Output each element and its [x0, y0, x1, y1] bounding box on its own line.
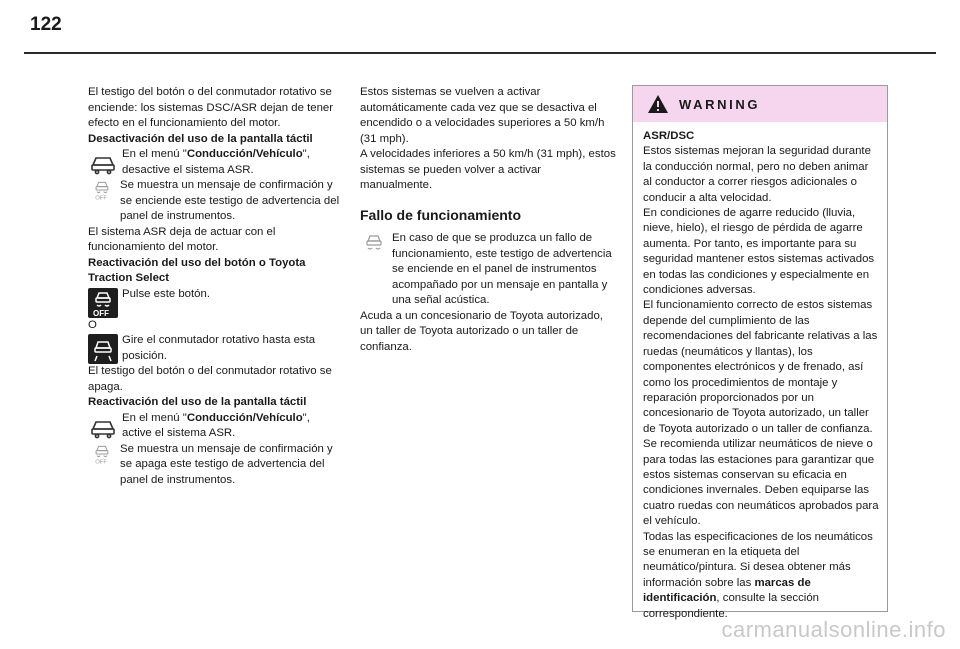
traction-off-button-icon — [88, 288, 118, 318]
paragraph: Acuda a un concesionario de Toyota autorizado, un taller de Toyota autorizado o un taller de confianza. — [360, 309, 603, 353]
paragraph: Todas las especificaciones de los neumáticos se enumeran en la etiqueta del neumático/pintura. Si desea obtener más información sobre las marcas de identificación, consulte la sección correspondiente. — [643, 530, 873, 620]
paragraph: El testigo del botón o del conmutador rotativo se enciende: los sistemas DSC/ASR dejan de tener efecto en el funcionamiento del motor. — [88, 86, 334, 129]
paragraph: En condiciones de agarre reducido (lluvia, nieve, hielo), el riesgo de pérdida de agarre aumenta. Por tanto, es importante para su seguridad mantener estos sistemas activados en todas las condiciones y especialmente en condiciones adversas. — [643, 207, 875, 297]
column-left — [88, 85, 342, 488]
menu-name: Conducción/Vehículo — [186, 148, 303, 160]
step-confirmation: OFF Se muestra un mensaje de confirmación y se enciende este testigo de advertencia del panel de instrumentos. — [88, 178, 342, 225]
paragraph: El testigo del botón o del conmutador rotativo se apaga. — [88, 365, 332, 393]
paragraph: Se recomienda utilizar neumáticos de nieve o para todas las estaciones para garantizar que estos sistemas conservan su eficacia en condiciones invernales. Deben equiparse las cuatro ruedas con neumáticos aprobados para el vehículo. — [643, 438, 879, 528]
warning-header — [633, 86, 887, 122]
subheading-touchscreen-reactivation: Reactivación del uso de la pantalla táctil — [88, 396, 307, 408]
traction-warning-icon — [360, 232, 388, 254]
menu-name: Conducción/Vehículo — [186, 411, 303, 424]
traction-off-warning-icon — [88, 443, 116, 465]
svg-text:OFF: OFF — [95, 458, 108, 465]
warning-triangle-icon — [647, 94, 669, 114]
step-menu-deactivate: En el menú "Conducción/Vehículo", desactive el sistema ASR. — [88, 147, 342, 178]
step-rotate-dial: Gire el conmutador rotativo hasta esta posición. — [88, 333, 342, 364]
page-number: 122 — [30, 14, 62, 35]
paragraph: A velocidades inferiores a 50 km/h (31 mph), estos sistemas se pueden volver a activar manualmente. — [360, 148, 616, 191]
vehicle-menu-icon — [88, 412, 118, 442]
svg-text:OFF: OFF — [95, 195, 108, 201]
watermark: carmanualsonline.info — [721, 617, 946, 642]
step-press-button: OFF Pulse este botón. — [88, 287, 342, 318]
malfunction-description: En caso de que se produzca un fallo de funcionamiento, este testigo de advertencia se enciende en el panel de instrumentos acompañado por un mensaje en pantalla y una señal acústica. — [360, 231, 616, 309]
or-separator: O — [88, 318, 97, 331]
traction-dial-position-icon — [88, 334, 118, 364]
column-middle — [360, 85, 616, 355]
warning-subtitle: ASR/DSC — [643, 130, 695, 142]
svg-text:OFF: OFF — [93, 308, 109, 318]
subheading-touchscreen-deactivation: Desactivación del uso de la pantalla táctil — [88, 132, 313, 145]
section-heading-malfunction: Fallo de funcionamiento — [360, 206, 522, 223]
step-menu-activate: En el menú "Conducción/Vehículo", active el sistema ASR. — [88, 411, 342, 442]
step-confirmation-off: OFF Se muestra un mensaje de confirmación y se apaga este testigo de advertencia del panel de instrumentos. — [88, 442, 342, 489]
paragraph: El funcionamiento correcto de estos sistemas depende del cumplimiento de las recomendaciones del fabricante relativas a las ruedas (neumáticos y llantas), los componentes electrónicos y de frenado, así como los procedimientos de montaje y reparación proporcionados por un concesionario de Toyota autorizado, un taller de Toyota autorizado o un taller de confianza. — [643, 299, 878, 435]
link-term: marcas de identificación — [643, 576, 811, 605]
paragraph: El sistema ASR deja de actuar con el funcionamiento del motor. — [88, 225, 276, 253]
paragraph: Estos sistemas mejoran la seguridad durante la conducción normal, pero no deben animar al conductor a correr riesgos adicionales o conducir a alta velocidad. — [643, 145, 871, 204]
header-divider — [24, 52, 936, 54]
warning-box — [632, 85, 888, 620]
paragraph: Estos sistemas se vuelven a activar automáticamente cada vez que se desactiva el encendido o a velocidades superiores a 50 km/h (31 mph). — [360, 86, 605, 145]
warning-body — [633, 122, 887, 622]
vehicle-menu-icon — [88, 148, 118, 178]
warning-title: WARNING — [679, 96, 761, 112]
subheading-button-reactivation: Reactivación del uso del botón o Toyota Traction Select — [88, 256, 306, 284]
traction-off-warning-icon — [88, 179, 116, 201]
